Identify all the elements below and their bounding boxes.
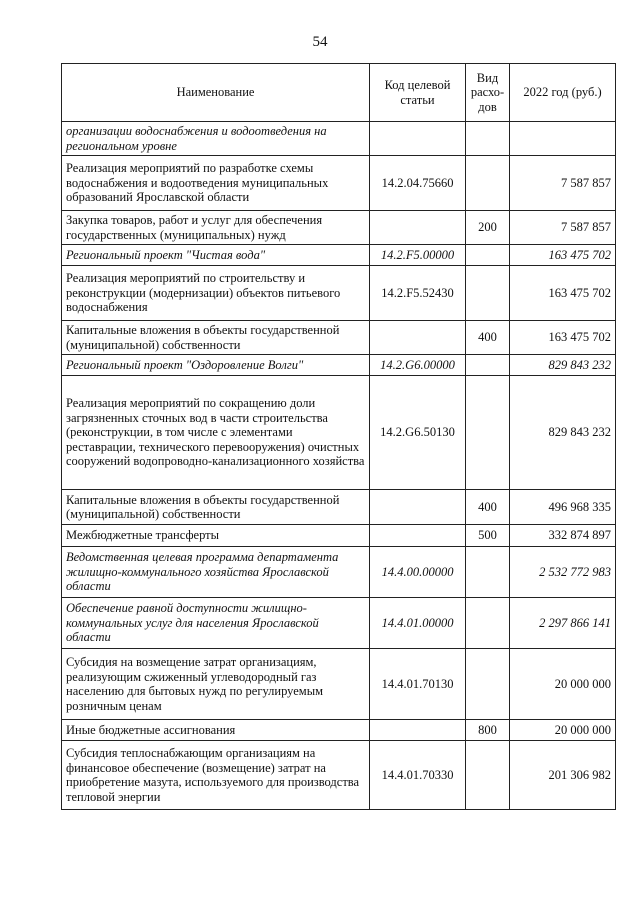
row-type-cell: [466, 649, 510, 720]
table-row: [62, 598, 616, 649]
row-type-cell: [466, 156, 510, 211]
row-code-cell: [370, 525, 466, 547]
row-type-cell: 800: [466, 720, 510, 741]
table-row: [62, 245, 616, 266]
row-amount-cell: 201 306 982: [510, 741, 616, 810]
table-body: [62, 122, 616, 810]
row-name-cell: Межбюджетные трансферты: [62, 525, 370, 547]
table-row: [62, 156, 616, 211]
row-name-cell: Реализация мероприятий по сокращению доли загрязненных сточных вод в части строительства (реконструкции, в том числе с элементами реставрации, технического перевооружения) очистных сооружений водопроводно-канализационного хозяйства: [62, 376, 370, 490]
header-code: Код целевой статьи: [370, 64, 466, 122]
row-amount-cell: 7 587 857: [510, 211, 616, 245]
row-amount-cell: 163 475 702: [510, 266, 616, 321]
table-row: [62, 211, 616, 245]
row-code-cell: 14.4.01.70330: [370, 741, 466, 810]
row-type-cell: [466, 376, 510, 490]
row-name-cell: Субсидия теплоснабжающим организациям на финансовое обеспечение (возмещение) затрат на приобретение мазута, используемого для производства тепловой энергии: [62, 741, 370, 810]
table-row: [62, 525, 616, 547]
row-type-cell: [466, 122, 510, 156]
row-code-cell: 14.2.04.75660: [370, 156, 466, 211]
row-name-cell: Закупка товаров, работ и услуг для обеспечения государственных (муниципальных) нужд: [62, 211, 370, 245]
page-number: 54: [312, 34, 328, 50]
row-type-cell: [466, 598, 510, 649]
row-code-cell: 14.4.01.00000: [370, 598, 466, 649]
row-type-cell: [466, 266, 510, 321]
row-code-cell: [370, 720, 466, 741]
row-code-cell: 14.2.G6.00000: [370, 355, 466, 376]
header-name: Наименование: [62, 64, 370, 122]
row-type-cell: 400: [466, 490, 510, 525]
row-amount-cell: 163 475 702: [510, 321, 616, 355]
row-amount-cell: 496 968 335: [510, 490, 616, 525]
row-amount-cell: 829 843 232: [510, 355, 616, 376]
row-code-cell: [370, 122, 466, 156]
row-amount-cell: 332 874 897: [510, 525, 616, 547]
table-row: [62, 741, 616, 810]
row-name-cell: Региональный проект "Оздоровление Волги": [62, 355, 370, 376]
row-amount-cell: 7 587 857: [510, 156, 616, 211]
header-amount: 2022 год (руб.): [510, 64, 616, 122]
table-row: [62, 122, 616, 156]
header-type: Вид расхо-дов: [466, 64, 510, 122]
table-row: [62, 649, 616, 720]
row-amount-cell: [510, 122, 616, 156]
row-amount-cell: 20 000 000: [510, 649, 616, 720]
row-name-cell: Капитальные вложения в объекты государственной (муниципальной) собственности: [62, 321, 370, 355]
row-name-cell: Обеспечение равной доступности жилищно-коммунальных услуг для населения Ярославской области: [62, 598, 370, 649]
row-code-cell: 14.2.G6.50130: [370, 376, 466, 490]
row-amount-cell: 829 843 232: [510, 376, 616, 490]
row-code-cell: [370, 490, 466, 525]
row-type-cell: 500: [466, 525, 510, 547]
table-row: [62, 547, 616, 598]
row-type-cell: [466, 355, 510, 376]
row-code-cell: [370, 211, 466, 245]
row-name-cell: Региональный проект "Чистая вода": [62, 245, 370, 266]
row-type-cell: 200: [466, 211, 510, 245]
table-header-row: [62, 64, 616, 122]
row-name-cell: Ведомственная целевая программа департамента жилищно-коммунального хозяйства Ярославской области: [62, 547, 370, 598]
row-name-cell: Реализация мероприятий по строительству и реконструкции (модернизации) объектов питьевого водоснабжения: [62, 266, 370, 321]
row-code-cell: 14.4.01.70130: [370, 649, 466, 720]
row-code-cell: 14.2.F5.52430: [370, 266, 466, 321]
row-name-cell: Субсидия на возмещение затрат организациям, реализующим сжиженный углеводородный газ населению для бытовых нужд по регулируемым розничным ценам: [62, 649, 370, 720]
row-type-cell: 400: [466, 321, 510, 355]
table-row: [62, 355, 616, 376]
table-row: [62, 490, 616, 525]
budget-table: [61, 63, 616, 810]
row-code-cell: 14.4.00.00000: [370, 547, 466, 598]
row-amount-cell: 20 000 000: [510, 720, 616, 741]
table-row: [62, 376, 616, 490]
table-row: [62, 720, 616, 741]
row-amount-cell: 2 297 866 141: [510, 598, 616, 649]
table-row: [62, 266, 616, 321]
row-code-cell: [370, 321, 466, 355]
row-type-cell: [466, 741, 510, 810]
row-name-cell: Иные бюджетные ассигнования: [62, 720, 370, 741]
row-code-cell: 14.2.F5.00000: [370, 245, 466, 266]
row-name-cell: Реализация мероприятий по разработке схемы водоснабжения и водоотведения муниципальных образований Ярославской области: [62, 156, 370, 211]
row-type-cell: [466, 245, 510, 266]
row-type-cell: [466, 547, 510, 598]
row-name-cell: организации водоснабжения и водоотведения на региональном уровне: [62, 122, 370, 156]
row-name-cell: Капитальные вложения в объекты государственной (муниципальной) собственности: [62, 490, 370, 525]
row-amount-cell: 163 475 702: [510, 245, 616, 266]
table-row: [62, 321, 616, 355]
row-amount-cell: 2 532 772 983: [510, 547, 616, 598]
